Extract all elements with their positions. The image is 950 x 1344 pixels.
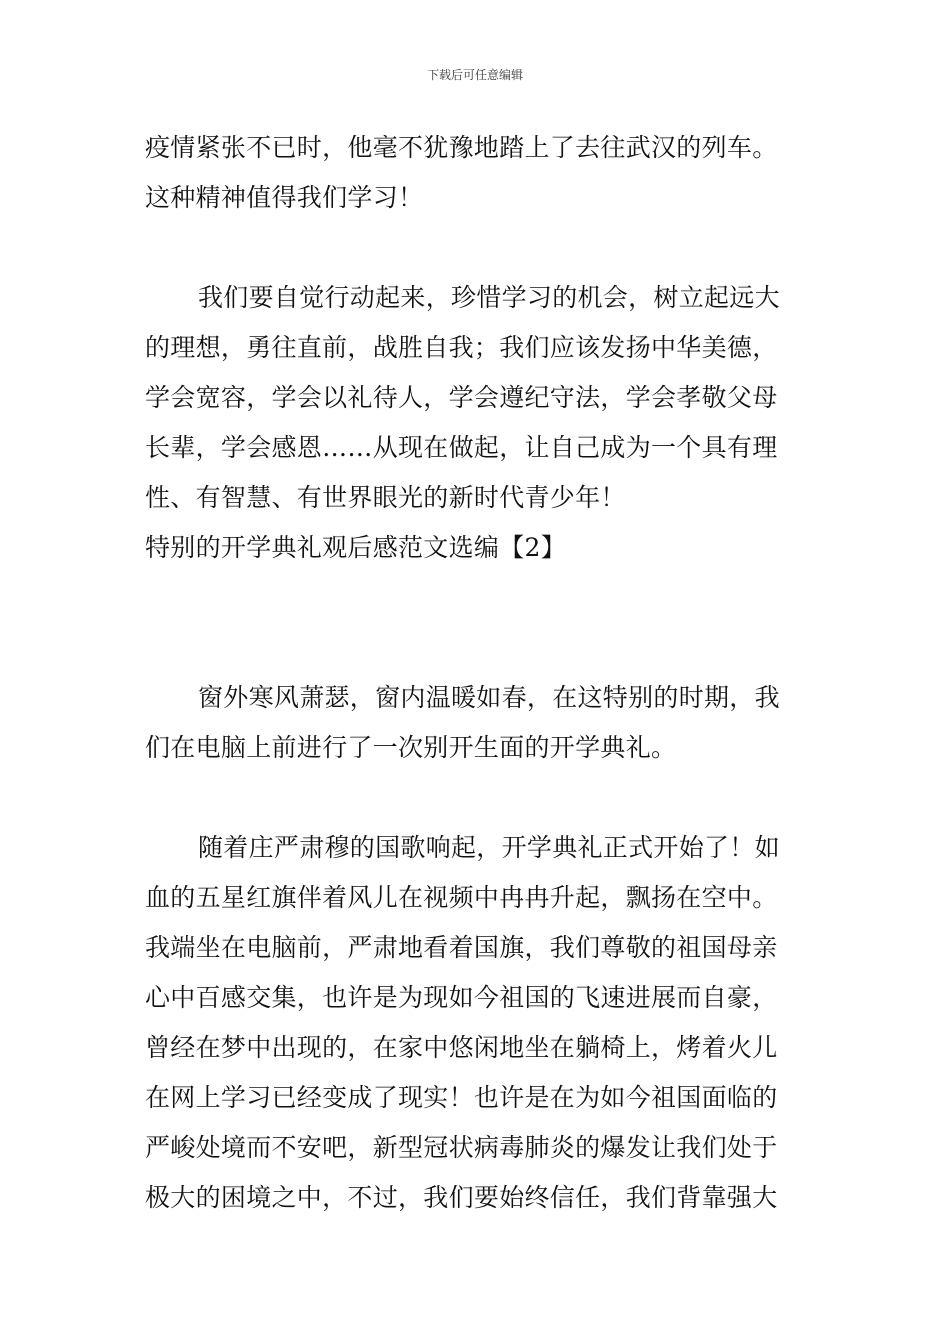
text-line: 曾经在梦中出现的，在家中悠闲地坐在躺椅上，烤着火儿: [145, 1033, 778, 1062]
text-line: 性、有智慧、有世界眼光的新时代青少年！: [145, 483, 626, 512]
text-line: 血的五星红旗伴着风儿在视频中冉冉升起，飘扬在空中。: [145, 883, 778, 912]
text-line: 极大的困境之中，不过，我们要始终信任，我们背靠强大: [145, 1183, 778, 1212]
text-line: 长辈，学会感恩……从现在做起，让自己成为一个具有理: [145, 433, 778, 462]
section-heading: 特别的开学典礼观后感范文选编【2】: [145, 533, 567, 562]
text-line: 我们要自觉行动起来，珍惜学习的机会，树立起远大: [198, 283, 780, 312]
text-line: 随着庄严肃穆的国歌响起，开学典礼正式开始了！如: [198, 833, 780, 862]
text-line: 窗外寒风萧瑟，窗内温暖如春，在这特别的时期，我: [198, 683, 780, 712]
text-line: 严峻处境而不安吧，新型冠状病毒肺炎的爆发让我们处于: [145, 1133, 778, 1162]
text-line: 的理想，勇往直前，战胜自我；我们应该发扬中华美德，: [145, 333, 778, 362]
text-line: 心中百感交集，也许是为现如今祖国的飞速进展而自豪，: [145, 983, 778, 1012]
text-line: 在网上学习已经变成了现实！也许是在为如今祖国面临的: [145, 1083, 778, 1112]
text-line: 学会宽容，学会以礼待人，学会遵纪守法，学会孝敬父母: [145, 383, 778, 412]
text-line: 疫情紧张不已时，他毫不犹豫地踏上了去往武汉的列车。: [145, 133, 778, 162]
text-line: 我端坐在电脑前，严肃地看着国旗，我们尊敬的祖国母亲: [145, 933, 778, 962]
text-line: 这种精神值得我们学习！: [145, 183, 424, 212]
text-line: 们在电脑上前进行了一次别开生面的开学典礼。: [145, 733, 677, 762]
page-header: 下载后可任意编辑: [426, 68, 523, 82]
